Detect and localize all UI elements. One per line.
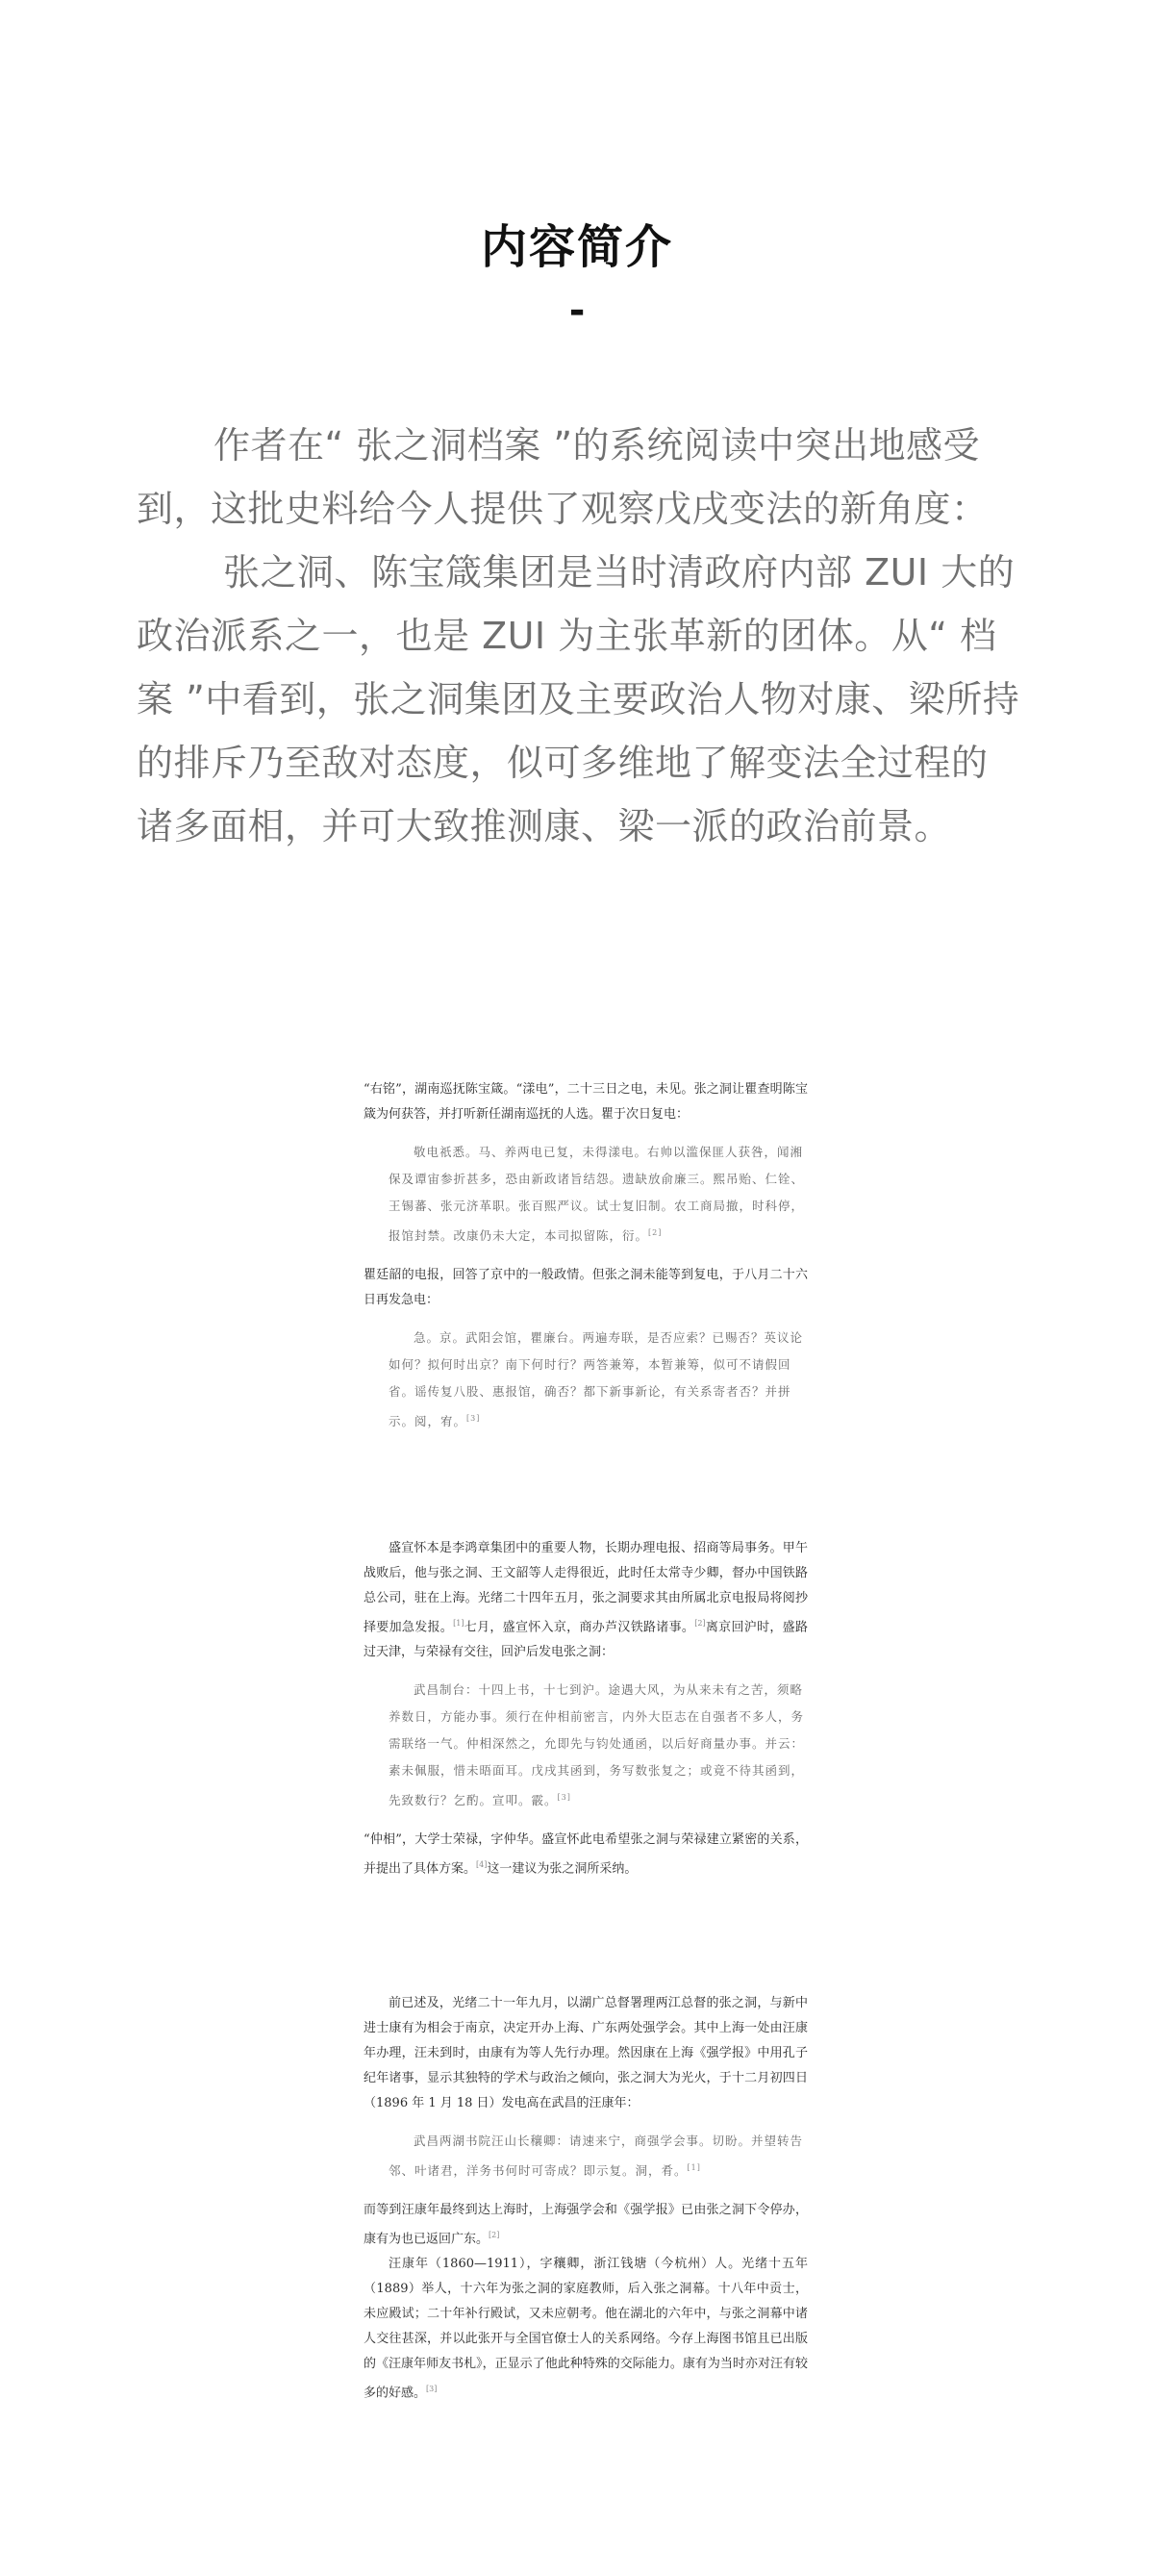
excerpt-paragraph [364,2198,808,2252]
excerpt-paragraph: “右铭”，湖南巡抚陈宝箴。“漾电”，二十三日之电，未见。张之洞让瞿查明陈宝箴为何获答，并打听新任湖南巡抚的人选。瞿于次日复电： [364,1082,808,1122]
page-title: 内容简介 [480,220,673,274]
paragraph-text: 离京回沪时，盛路过天津，与荣禄有交往，回沪后发电张之洞： [364,1620,808,1660]
footnote-mark: [2] [648,1228,663,1237]
footnote-mark: [2] [694,1619,706,1628]
excerpt-paragraph [364,1828,808,1881]
intro-paragraph-2: 张之洞、陈宝箴集团是当时清政府内部 ZUI 大的政治派系之一，也是 ZUI 为主张革新的团体。从“ 档案 ”中看到，张之洞集团及主要政治人物对康、梁所持的排斥乃至敌对态度，似可多维地了解变法全过程的诸多面相，并可大致推测康、梁一派的政治前景。 [137,551,1020,847]
excerpt-quote [364,1139,808,1250]
scan-excerpt-3 [364,1991,808,2407]
excerpt-paragraph [364,1536,808,1665]
paragraph-text: 七月，盛宣怀入京，商办芦汉铁路诸事。 [464,1620,695,1635]
excerpt-paragraph [364,2252,808,2406]
intro-text [137,414,1023,858]
paragraph-text: 盛宣怀本是李鸿章集团中的重要人物，长期办理电报、招商等局事务。甲午战败后，他与张之洞、王文韶等人走得很近，此时任太常寺少卿，督办中国铁路总公司，驻在上海。光绪二十四年五月，张之洞要求其由所属北京电报局将阅抄择要加急发报。 [364,1541,808,1635]
footnote-mark: [1] [687,2163,701,2172]
excerpt-paragraph: 前已述及，光绪二十一年九月，以湖广总督署理两江总督的张之洞，与新中进士康有为相会于南京，决定开办上海、广东两处强学会。其中上海一处由汪康年办理，汪未到时，由康有为等人先行办理。然因康在上海《强学报》中用孔子纪年诸事，显示其独特的学术与政治之倾向，张之洞大为光火，于十二月初四日（1896 年 1 月 18 日）发电高在武昌的汪康年： [364,1996,808,2110]
paragraph-text: 汪康年（1860—1911），字穰卿，浙江钱塘（今杭州）人。光绪十五年（1889）举人，十六年为张之洞的家庭教师，后入张之洞幕。十八年中贡士，未应殿试；二十年补行殿试，又未应朝考。他在湖北的六年中，与张之洞幕中诸人交往甚深，并以此张开与全国官僚士人的关系网络。今存上海图书馆且已出版的《汪康年师友书札》，正显示了他此种特殊的交际能力。康有为当时亦对汪有较多的好感。 [364,2257,808,2401]
footnote-mark: [4] [476,1860,488,1870]
scan-excerpt-2 [364,1536,808,1882]
footnote-mark: [3] [466,1414,481,1424]
quote-text: 敬电祇悉。马、养两电已复，未得漾电。右帅以滥保匪人获咎，闻湘保及谭宙参折甚多，恐由新政诸旨结怨。遗缺放俞廉三。熙吊贻、仁铨、王锡蕃、张元济革职。张百熙严议。试士复旧制。农工商局撤，时科停，报馆封禁。改康仍未大定，本司拟留陈，衍。 [389,1145,805,1244]
footnote-mark: [1] [453,1619,464,1628]
quote-text: 武昌制台：十四上书，十七到沪。途遇大风，为从来未有之苦，须略养数日，方能办事。须行在仲相前密言，内外大臣志在自强者不多人，务需联络一气。仲相深然之，允即先与钧处通函，以后好商量办事。并云：素未佩服，惜未晤面耳。戊戌其函到，务写数张复之；或竟不待其函到，先致数行？乞酌。宣叩。霰。 [389,1682,805,1808]
intro-paragraph-1: 作者在“ 张之洞档案 ”的系统阅读中突出地感受到，这批史料给今人提供了观察戊戌变法的新角度： [137,424,989,530]
title-dash: - [568,289,586,333]
footnote-mark: [2] [489,2231,500,2240]
footnote-mark: [3] [426,2385,438,2394]
excerpt-quote [364,2128,808,2185]
excerpt-paragraph: 瞿廷韶的电报，回答了京中的一般政情。但张之洞未能等到复电，于八月二十六日再发急电： [364,1268,808,1308]
excerpt-quote [364,1677,808,1814]
quote-text: 急。京。武阳会馆，瞿廉台。两遍寿联，是否应索？已赐否？英议论如何？拟何时出京？南下何时行？两答兼筹，本暂兼筹，似可不请假回省。谣传复八股、惠报馆，确否？都下新事新论，有关系寄者否？并拼示。阅，宥。 [389,1330,804,1429]
paragraph-text: 这一建议为张之洞所采纳。 [487,1861,638,1877]
excerpt-quote [364,1325,808,1435]
paragraph-text: 而等到汪康年最终到达上海时，上海强学会和《强学报》已由张之洞下令停办，康有为也已返回广东。 [364,2203,808,2247]
quote-text: 武昌两湖书院汪山长穰卿：请速来宁，商强学会事。切盼。并望转告邻、叶诸君，洋务书何时可寄成？即示复。洞，肴。 [389,2134,804,2179]
paragraph-text: “仲相”，大学士荣禄，字仲华。盛宣怀此电希望张之洞与荣禄建立紧密的关系，并提出了具体方案。 [364,1832,808,1877]
scan-excerpt-1 [364,1077,808,1449]
footnote-mark: [3] [557,1793,571,1803]
